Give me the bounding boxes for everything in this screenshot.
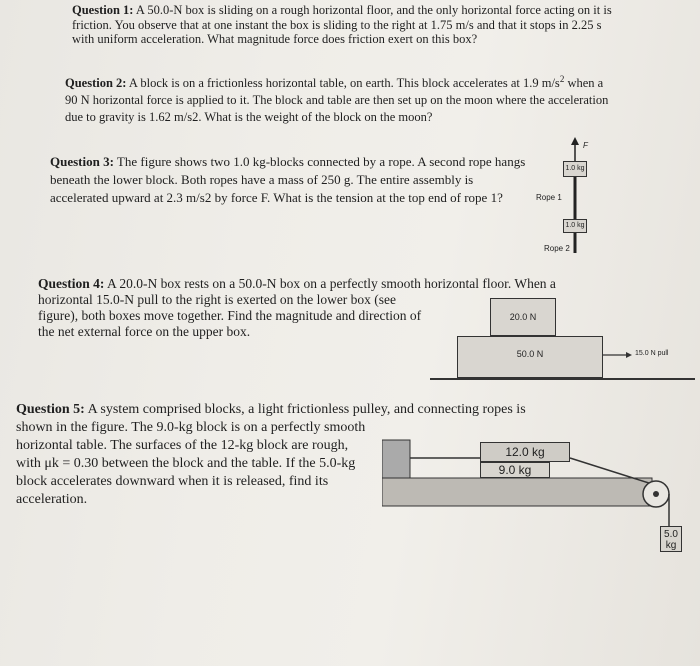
force-arrow-head	[571, 137, 579, 145]
question-4-text-a: A 20.0-N box rests on a 50.0-N box on a perfectly smooth horizontal floor. When a	[104, 276, 556, 291]
block-9kg-label: 9.0 kg	[498, 463, 532, 477]
question-4-text-b: horizontal 15.0-N pull to the right is exerted on the lower box (see figure), both boxes move together. Find the magnitude and direction of the net external force on the upper box.	[38, 292, 422, 339]
floor-and-pull	[430, 298, 695, 386]
block-12kg	[480, 442, 570, 462]
question-4-label: Question 4:	[38, 276, 105, 291]
lower-box-label: 50.0 N	[516, 349, 544, 359]
block-12kg-label: 12.0 kg	[505, 445, 545, 459]
question-1-label: Question 1:	[72, 3, 134, 17]
force-label: F	[583, 141, 588, 150]
question-3-figure	[530, 135, 600, 260]
question-2	[65, 71, 610, 126]
question-5-figure	[382, 434, 694, 564]
block-bottom-label: 1.0 kg	[565, 222, 585, 229]
block-top-label: 1.0 kg	[565, 165, 585, 172]
pull-label: 15.0 N pull	[635, 350, 669, 357]
left-wall	[382, 440, 410, 478]
block-top	[563, 161, 587, 177]
rope-2-label: Rope 2	[544, 244, 570, 253]
question-1-text: A 50.0-N box is sliding on a rough horizontal floor, and the only horizontal force acting on it is friction. You observe that at one instant the box is sliding to the right at 1.75 m/s and that it stops in 2.25 s with uniform acceleration. What magnitude force does friction exert on this box?	[72, 3, 612, 46]
block-5kg	[660, 526, 682, 552]
block-bottom	[563, 219, 587, 233]
upper-box-label: 20.0 N	[509, 312, 537, 322]
question-5-label: Question 5:	[16, 402, 85, 417]
table	[382, 478, 652, 506]
question-2-superscript: 2	[559, 74, 565, 84]
rope-1-label: Rope 1	[536, 193, 562, 202]
question-2-label: Question 2:	[65, 76, 127, 91]
question-3-label: Question 3:	[50, 154, 114, 169]
pull-arrow-head	[626, 352, 632, 358]
question-2-text-b: when a 90 N horizontal force is applied to it. The block and table are then set up on the moon where the acceleration due to gravity is 1.62 m/s2. What is the weight of the block on the moon?	[65, 76, 609, 125]
pulley-axle	[653, 491, 659, 497]
question-3	[50, 153, 530, 207]
block-5kg-label: 5.0 kg	[664, 529, 678, 551]
question-4-figure	[430, 298, 695, 386]
question-5-text-a: A system comprised blocks, a light frictionless pulley, and connecting ropes is	[84, 402, 526, 417]
question-1	[72, 3, 617, 47]
question-3-text: The figure shows two 1.0 kg-blocks connected by a rope. A second rope hangs beneath the lower block. Both ropes have a mass of 250 g. The entire assembly is accelerated upward at 2.3 m/s2 by force F. What is the tension at the top end of rope 1?	[50, 154, 526, 205]
question-2-text-a: A block is on a frictionless horizontal table, on earth. This block accelerates at 1.9 m/s	[126, 76, 560, 91]
block-9kg	[480, 462, 550, 478]
question-5-text-b: shown in the figure. The 9.0-kg block is on a perfectly smooth horizontal table. The surfaces of the 12-kg block are rough, with μk = 0.30 between the block and the table. If the 5.0-kg block accelerates downward when it is released, find its acceleration.	[16, 420, 366, 507]
